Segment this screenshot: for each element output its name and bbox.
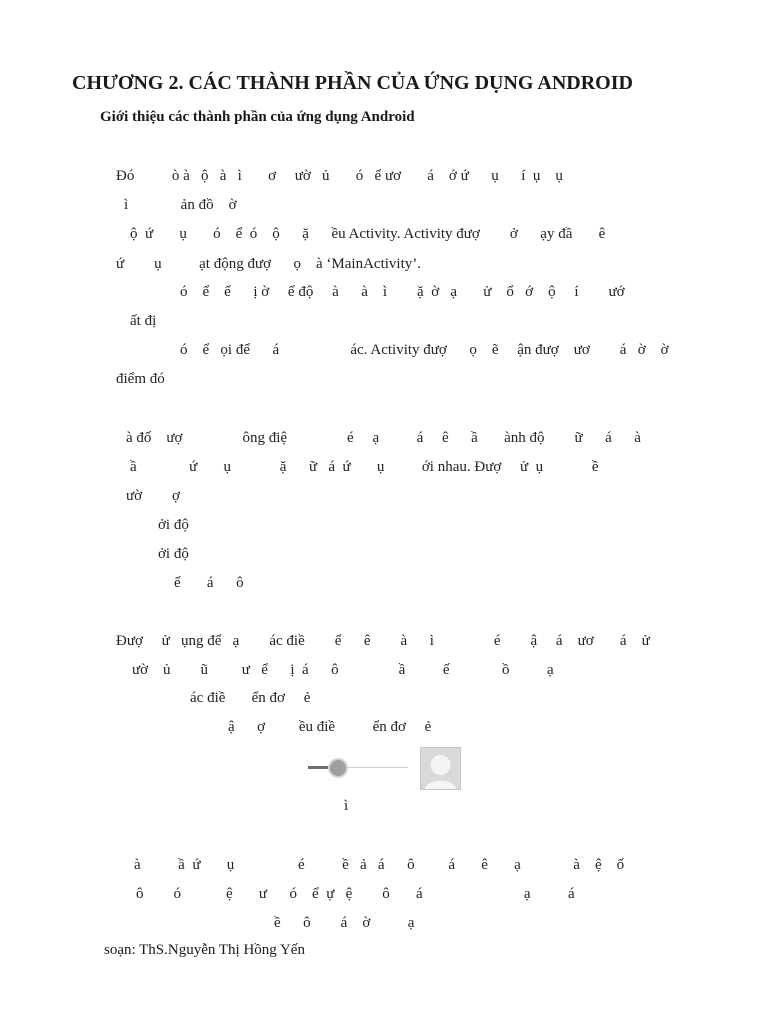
footer-author: soạn: ThS.Nguyễn Thị Hồng Yến	[104, 942, 305, 958]
user-avatar-icon	[420, 747, 461, 790]
paragraph-2-line: ườ ợ	[126, 488, 180, 504]
section-heading: Giới thiệu các thành phần của ứng dụng Android	[100, 109, 415, 125]
paragraph-1-line: ó ể ọi để á ác. Activity đượ ọ ẽ ận đượ ươ á ờ ờ	[180, 342, 669, 358]
avatar-silhouette-icon	[421, 748, 460, 789]
slider-thumb	[330, 760, 346, 776]
paragraph-2-line: ởi độ	[158, 517, 189, 533]
paragraph-3-line: ậ ợ ều điề ển đơ ẻ	[228, 719, 432, 735]
figure-caption: ì	[344, 798, 349, 814]
slider-widget-icon	[308, 760, 408, 776]
paragraph-2-line: ởi độ	[158, 546, 189, 562]
paragraph-4-line: ề ô á ờ ạ	[274, 915, 415, 931]
paragraph-2-line: ầ ứ ụ ặ ữ á ứ ụ ới nhau. Đượ ử ụ ề	[130, 459, 599, 475]
paragraph-2-line: ể á ô	[174, 575, 244, 591]
paragraph-1-line: ất đị	[130, 313, 157, 329]
paragraph-1-line: điểm đó	[116, 371, 165, 387]
paragraph-1-line: ì ản đồ ờ	[124, 197, 237, 213]
paragraph-3-line: ườ ủ ũ ư ể ị á ô ầ ế ồ ạ	[132, 662, 554, 678]
paragraph-1-line: Đó ò à ộ à ì ơ ườ ủ ó ể ươ á ớ ứ ụ í ụ ụ	[116, 168, 563, 184]
paragraph-4-line: ô ó ệ ư ó ể ự ệ ô á ạ á	[136, 886, 575, 902]
paragraph-1-line: ộ ứ ụ ó ể ó ộ ặ ều Activity. Activity đượ ở ạy đầ ê	[130, 226, 606, 242]
paragraph-4-line: à ầ ứ ụ é ề ả á ô á ê ạ à ệ ố	[134, 857, 625, 873]
paragraph-1-line: ó ể ể ị ờ ế độ à à ì ặ ờ ạ ử ổ ớ ộ í ướ	[180, 284, 625, 300]
slider-track-empty	[338, 767, 408, 768]
paragraph-2-line: à đố ượ ông điệ é ạ á ê ầ ành độ ữ á à	[126, 430, 641, 446]
paragraph-3-line: Đượ ử ụng để ạ ác điề ể ê à ì é ậ á ươ á ử	[116, 633, 650, 649]
paragraph-3-line: ác điề ển đơ ẻ	[190, 690, 311, 706]
chapter-title: CHƯƠNG 2. CÁC THÀNH PHẦN CỦA ỨNG DỤNG ANDROID	[72, 72, 633, 94]
paragraph-1-line: ứ ụ ạt động đượ ọ à ‘MainActivity’.	[116, 256, 421, 272]
